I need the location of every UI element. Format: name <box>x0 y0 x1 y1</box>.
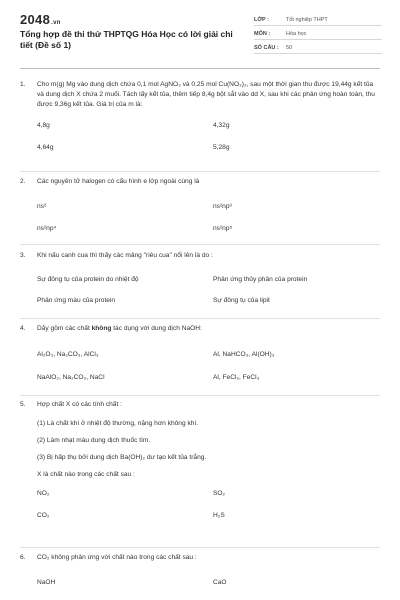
meta-class <box>254 15 382 26</box>
option-c[interactable]: NaAlO₂, Na₂CO₃, NaCl <box>37 374 105 381</box>
exam-meta <box>254 15 382 57</box>
option-a[interactable]: NaOH <box>37 579 56 586</box>
question-divider <box>20 244 380 245</box>
meta-count <box>254 43 382 54</box>
question-2 <box>20 177 380 237</box>
option-b[interactable]: ns²np³ <box>213 203 232 210</box>
question-divider <box>20 547 380 548</box>
option-d[interactable]: Al, FeCl₂, FeCl₃ <box>213 374 260 381</box>
question-text: Cho m(g) Mg vào dung dịch chứa 0,1 mol AgNO₃ và 0.25 mol Cu(NO₃)₂, sau một thời gian thu được 19,44g kết tủa và dung dịch X chứa 2 muối. Tách lấy kết tủa, thêm tiếp 8,4g bột sắt vào dd X, sau khi các phản ứng hoàn toàn, thu được 9,36g kết tủa. Giá trị của m là: <box>37 81 375 108</box>
question-5 <box>20 400 380 524</box>
meta-subject <box>254 29 382 40</box>
option-c[interactable]: CO₂ <box>37 512 50 519</box>
option-a[interactable]: NO₂ <box>37 490 50 497</box>
question-6 <box>20 553 380 593</box>
question-text: Các nguyên tử halogen có cấu hình e lớp ngoài cùng là <box>37 178 200 185</box>
question-4 <box>20 324 380 388</box>
question-prompt: X là chất nào trong các chất sau : <box>37 471 135 478</box>
option-b[interactable]: CaO <box>213 579 227 586</box>
option-a[interactable]: Al₂O₃, Na₂CO₃, AlCl₃ <box>37 351 99 358</box>
question-1 <box>20 80 380 160</box>
option-d[interactable]: 5,28g <box>213 144 230 151</box>
question-divider <box>20 171 380 172</box>
question-text: Dãy gồm các chất không tác dụng với dung dịch NaOH: <box>37 325 202 332</box>
meta-class-label: LỚP : <box>254 17 269 23</box>
question-text: CO₂ không phản ứng với chất nào trong các chất sau : <box>37 554 197 561</box>
statement-3: (3) Bị hấp thụ bởi dung dịch Ba(OH)₂ dư tạo kết tủa trắng. <box>37 454 207 461</box>
option-a[interactable]: Sự đông tụ của protein do nhiệt độ <box>37 276 139 283</box>
meta-count-label: SỐ CÂU : <box>254 45 279 51</box>
statement-2: (2) Làm nhạt màu dung dịch thuốc tím. <box>37 437 151 444</box>
question-divider <box>20 318 380 319</box>
meta-class-value: Tốt nghiệp THPT <box>286 17 328 23</box>
option-c[interactable]: ns²np⁴ <box>37 225 57 232</box>
option-a[interactable]: ns² <box>37 203 47 210</box>
meta-count-value: 50 <box>286 45 293 51</box>
question-text: Hợp chất X có các tính chất : <box>37 401 122 408</box>
meta-subject-label: MÔN : <box>254 31 271 37</box>
question-number: 6. <box>20 554 26 561</box>
option-d[interactable]: Sự đông tụ của lipit <box>213 297 270 304</box>
question-number: 4. <box>20 325 26 332</box>
option-c[interactable]: 4,64g <box>37 144 54 151</box>
question-number: 5. <box>20 401 26 408</box>
option-c[interactable]: Phản ứng màu của protein <box>37 297 116 304</box>
site-logo[interactable]: 2048.vn <box>20 12 61 27</box>
emphasis-not: không <box>91 325 112 332</box>
question-number: 3. <box>20 252 26 259</box>
meta-subject-value: Hóa học <box>286 31 307 37</box>
question-3 <box>20 251 380 311</box>
statement-1: (1) Là chất khí ở nhiệt độ thường, nặng hơn không khí. <box>37 420 199 427</box>
option-b[interactable]: 4,32g <box>213 122 230 129</box>
option-b[interactable]: SO₂ <box>213 490 226 497</box>
question-number: 2. <box>20 178 26 185</box>
option-d[interactable]: ns²np⁵ <box>213 225 233 232</box>
question-text: Khi nấu canh cua thì thấy các mảng "riêu cua" nổi lên là do : <box>37 252 213 259</box>
option-a[interactable]: 4,8g <box>37 122 50 129</box>
option-d[interactable]: H₂S <box>213 512 225 519</box>
question-divider <box>20 395 380 396</box>
option-b[interactable]: Al, NaHCO₃, Al(OH)₃ <box>213 351 275 358</box>
question-number: 1. <box>20 81 26 88</box>
page-title: Tổng hợp đề thi thử THPTQG Hóa Học có lời giải chi tiết (Đề số 1) <box>20 29 233 50</box>
option-b[interactable]: Phản ứng thủy phân của protein <box>213 276 308 283</box>
header-divider <box>20 68 380 69</box>
